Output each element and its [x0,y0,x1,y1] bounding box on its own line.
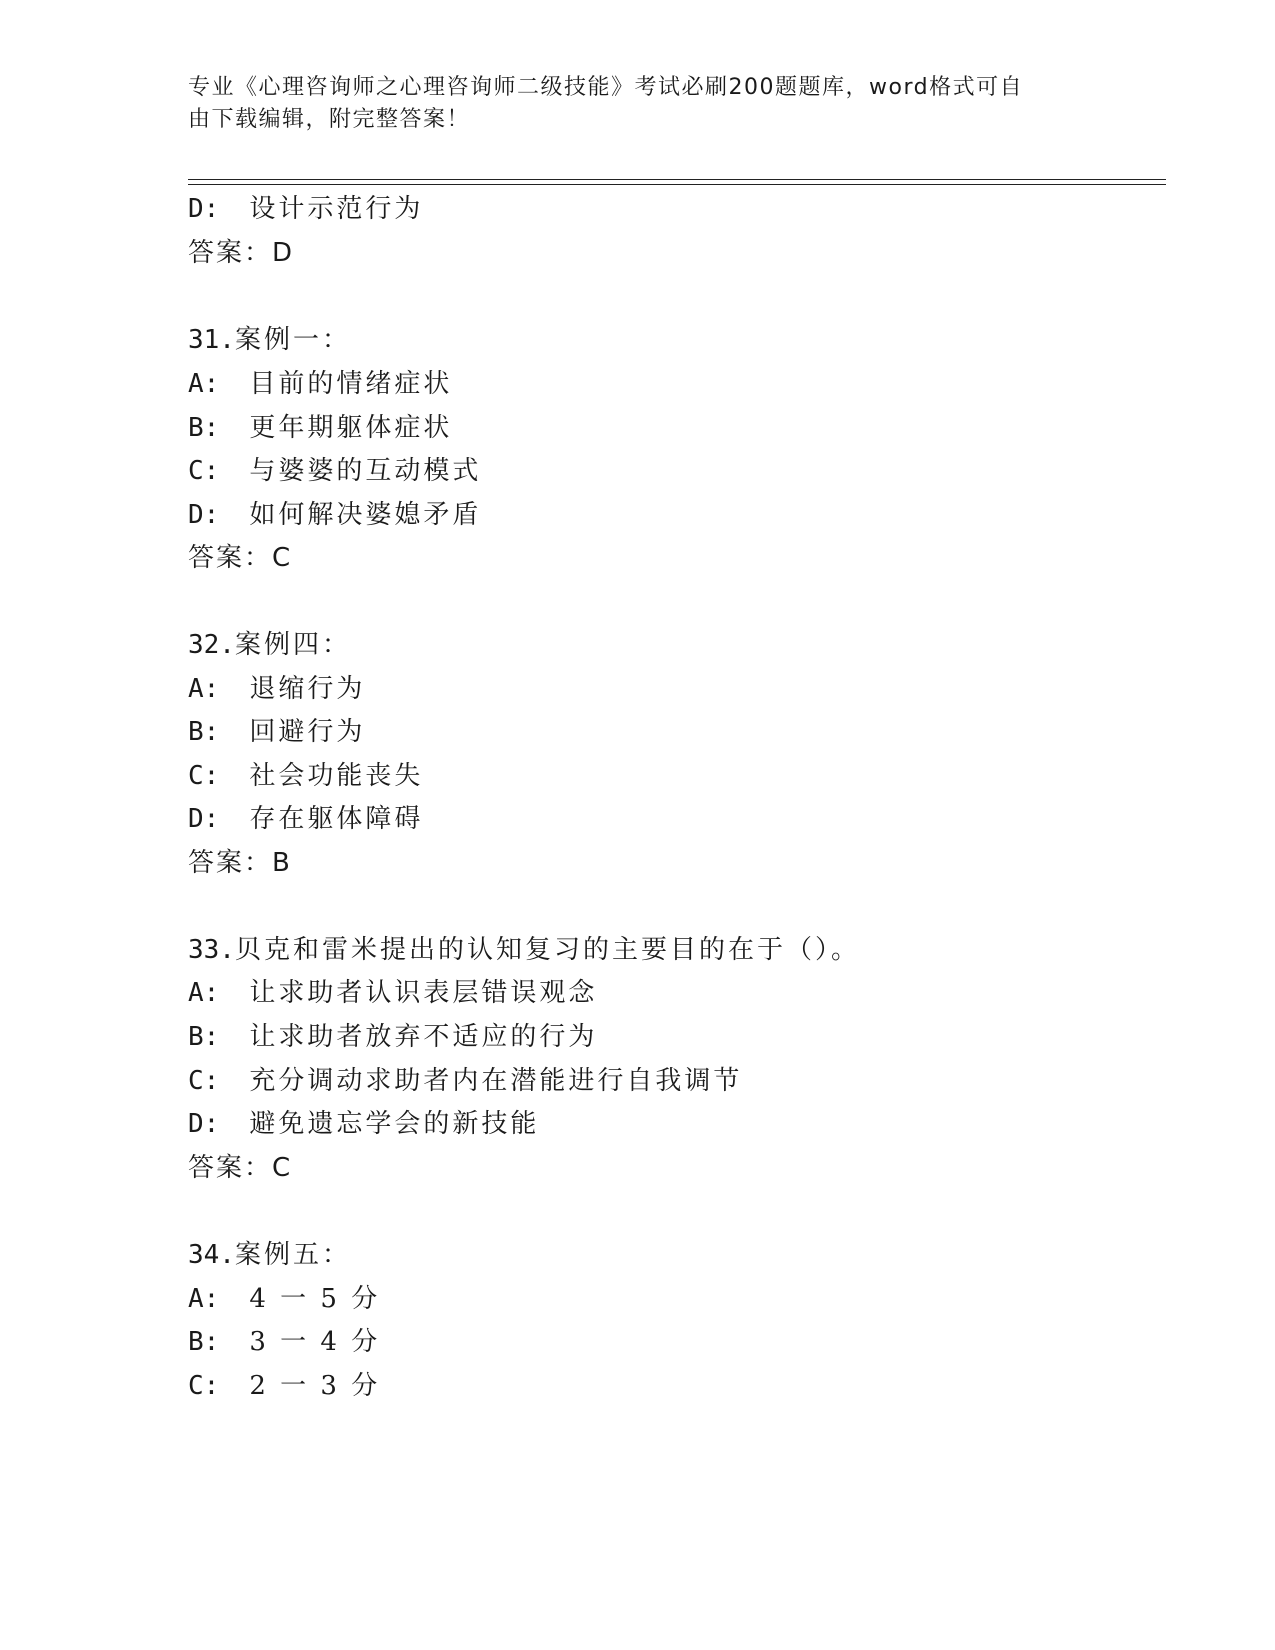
option-letter: C: [188,761,220,791]
question-33-option-b [188,1017,597,1057]
option-letter: B: [188,413,220,443]
option-letter: A: [188,674,220,704]
option-text: 3 一 4 分 [249,1327,381,1357]
question-text: 案例四： [234,630,351,660]
question-31-option-c [188,451,481,491]
question-34-stem [188,1235,351,1275]
option-text: 目前的情绪症状 [249,369,453,399]
option-text: 存在躯体障碍 [249,804,424,834]
question-31-option-a [188,364,452,404]
question-32-stem [188,625,351,665]
option-letter: A: [188,1284,220,1314]
question-text: 案例五： [234,1240,351,1270]
question-34-option-c [188,1366,380,1406]
question-33-stem [188,930,860,970]
header-divider-top [188,179,1166,180]
option-text: 回避行为 [249,717,366,747]
header-divider-bottom [188,184,1166,185]
question-33-answer: 答案：C [188,1153,293,1183]
option-text: 设计示范行为 [249,194,424,224]
question-32-option-a [188,669,365,709]
question-32-option-d [188,799,423,839]
option-letter: C: [188,456,220,486]
option-text: 2 一 3 分 [249,1371,381,1401]
question-number: 33. [188,935,235,965]
document-header [188,72,1088,136]
option-letter: B: [188,717,220,747]
header-line-1: 专业《心理咨询师之心理咨询师二级技能》考试必刷200题题库，word格式可自 [188,75,1024,100]
answer-carryover: 答案：D [188,238,295,268]
option-letter: C: [188,1066,220,1096]
question-32-option-b [188,712,365,752]
question-text: 案例一： [234,325,351,355]
header-line-2: 由下载编辑，附完整答案！ [188,107,471,132]
question-33-option-d [188,1104,539,1144]
option-letter: D: [188,194,220,224]
option-letter: C: [188,1371,220,1401]
option-text: 退缩行为 [249,674,366,704]
option-letter: B: [188,1022,220,1052]
option-text: 避免遗忘学会的新技能 [249,1109,540,1139]
option-text: 让求助者认识表层错误观念 [249,978,598,1008]
question-number: 31. [188,325,235,355]
question-31-stem [188,320,351,360]
question-text: 贝克和雷米提出的认知复习的主要目的在于（）。 [234,935,860,965]
question-33-option-c [188,1061,742,1101]
option-letter: D: [188,500,220,530]
question-number: 32. [188,630,235,660]
question-33-option-a [188,973,597,1013]
option-letter: A: [188,978,220,1008]
question-31-option-b [188,408,452,448]
option-d-carryover [188,189,423,229]
option-letter: A: [188,369,220,399]
option-letter: D: [188,1109,220,1139]
option-text: 如何解决婆媳矛盾 [249,500,482,530]
option-text: 社会功能丧失 [249,761,424,791]
option-text: 与婆婆的互动模式 [249,456,482,486]
question-31-answer: 答案：C [188,543,293,573]
question-34-option-b [188,1322,380,1362]
option-text: 4 一 5 分 [249,1284,381,1314]
question-32-option-c [188,756,423,796]
question-number: 34. [188,1240,235,1270]
question-32-answer: 答案：B [188,848,292,878]
option-letter: D: [188,804,220,834]
option-text: 更年期躯体症状 [249,413,453,443]
option-letter: B: [188,1327,220,1357]
option-text: 充分调动求助者内在潜能进行自我调节 [249,1066,743,1096]
question-31-option-d [188,495,481,535]
option-text: 让求助者放弃不适应的行为 [249,1022,598,1052]
question-34-option-a [188,1279,380,1319]
